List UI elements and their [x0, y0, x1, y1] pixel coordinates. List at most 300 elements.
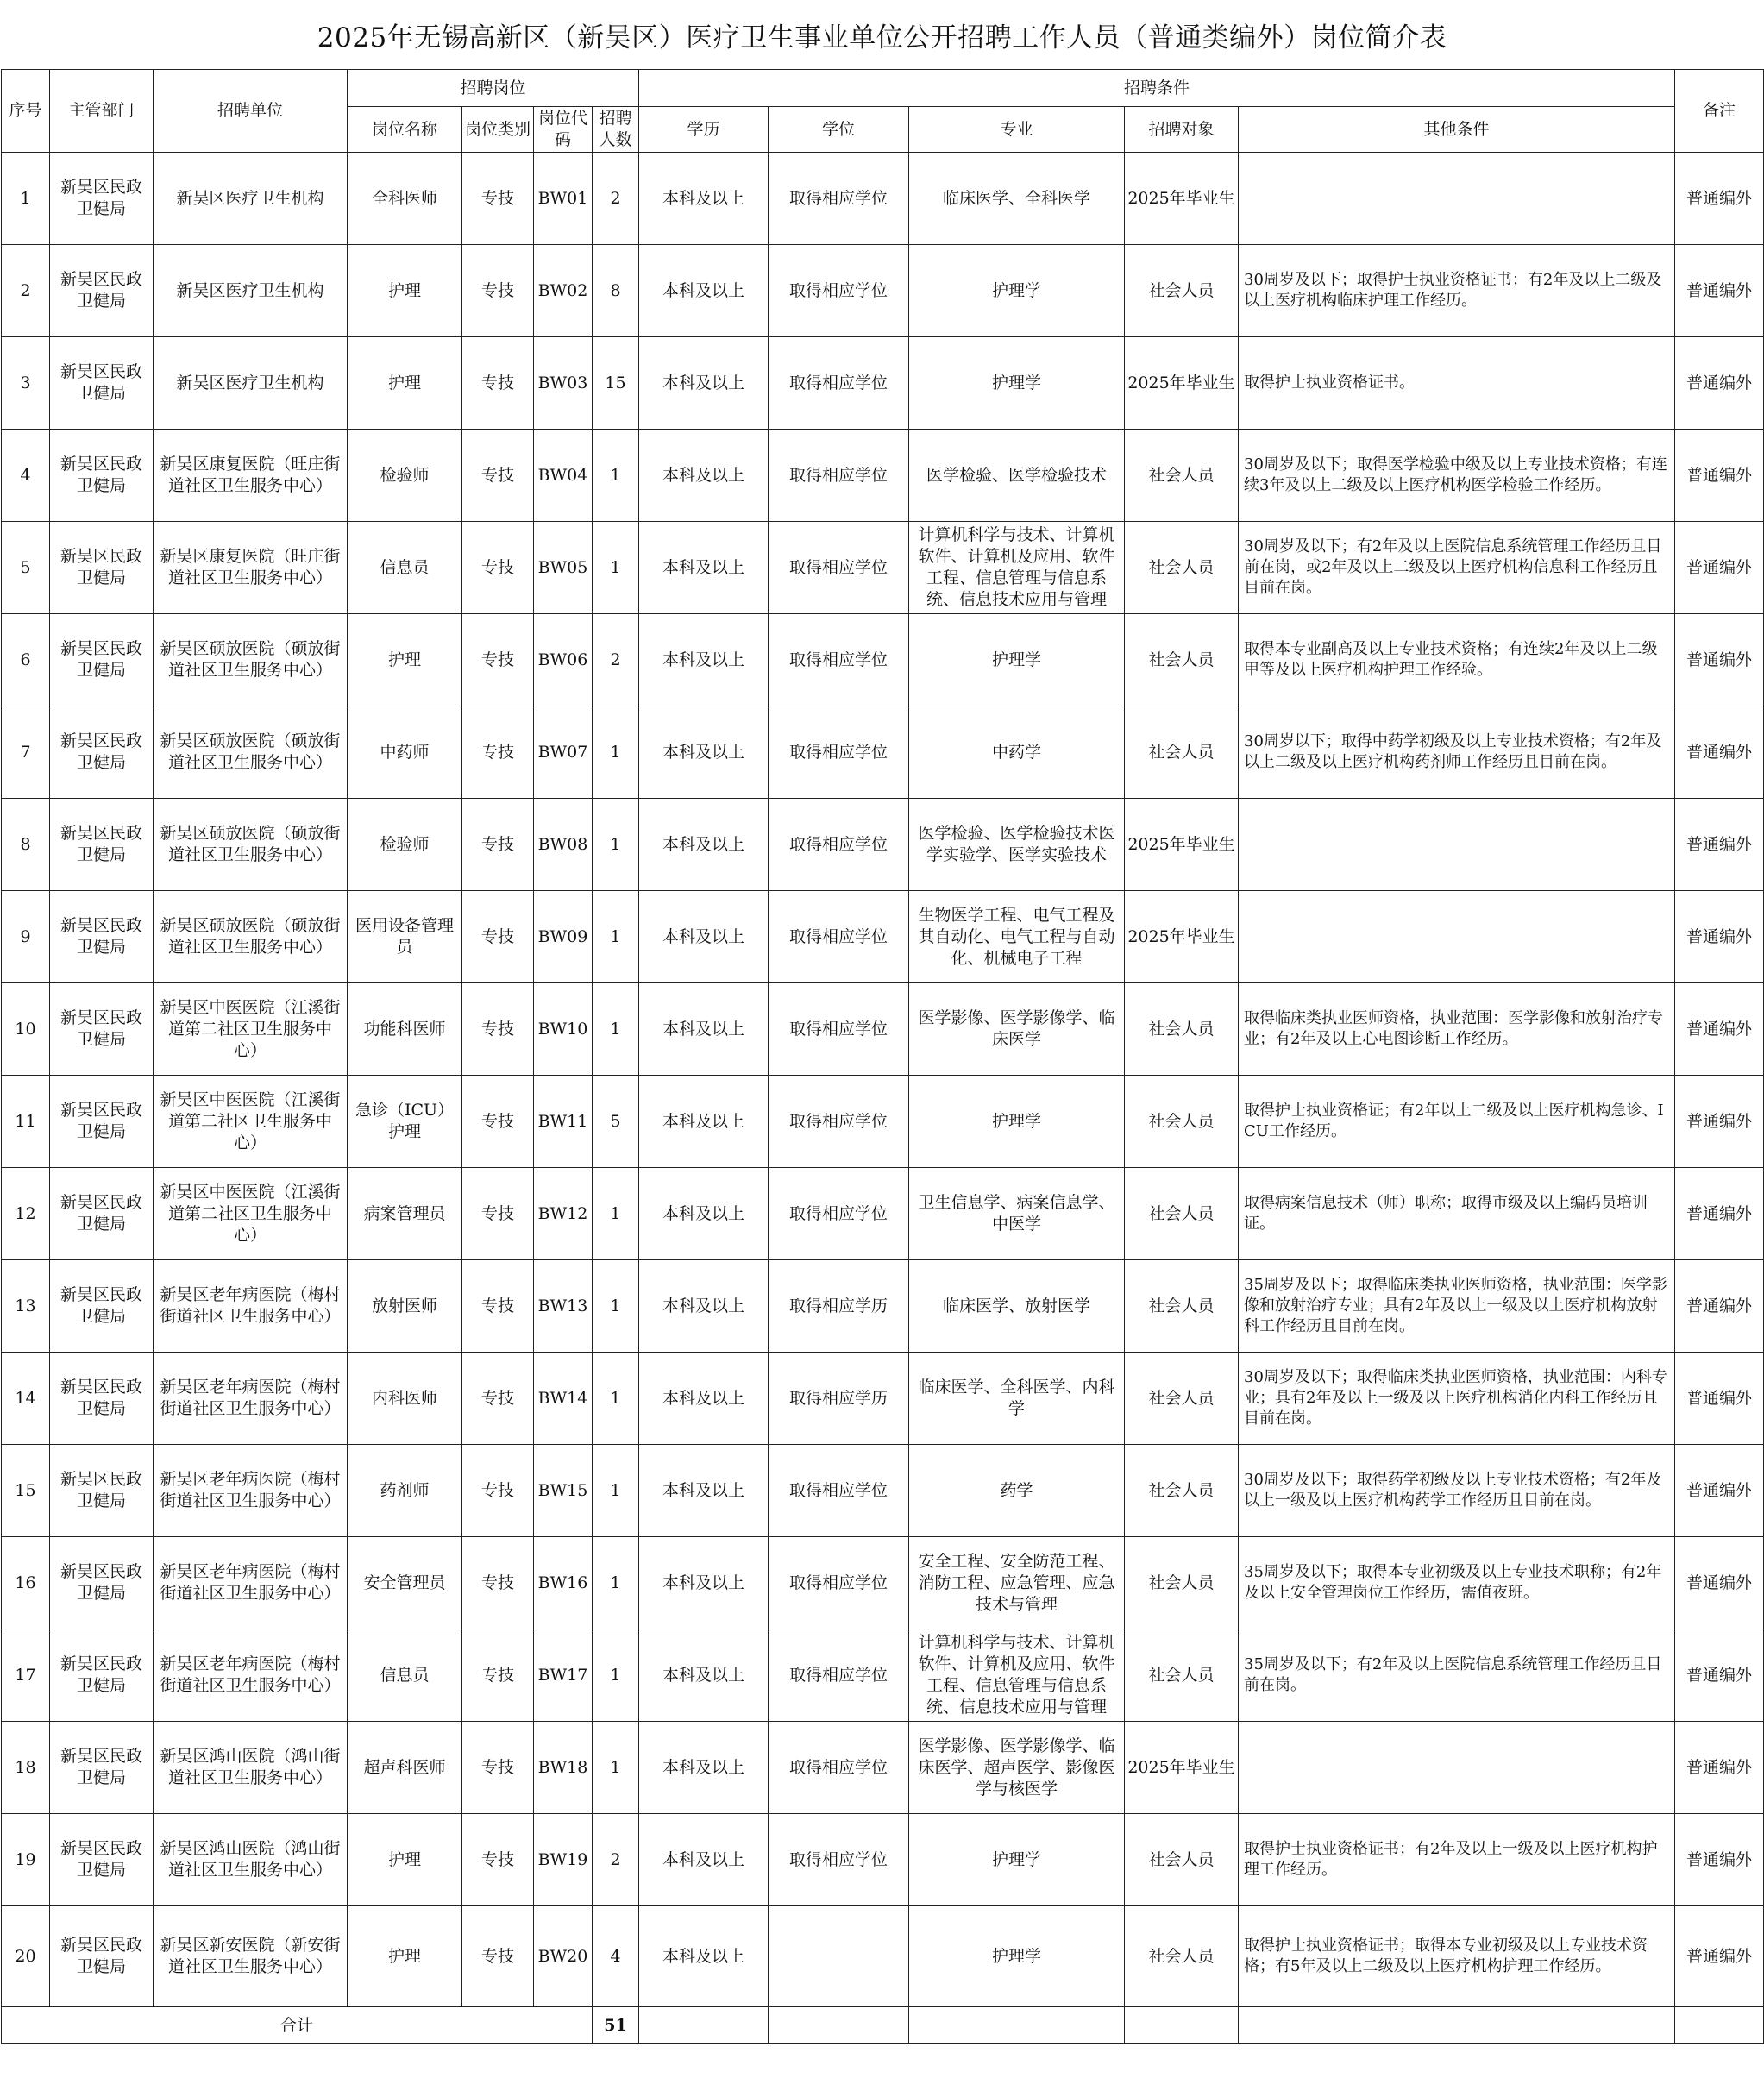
cell-major: 计算机科学与技术、计算机软件、计算机及应用、软件工程、信息管理与信息系统、信息技术应用与管理	[909, 522, 1125, 614]
cell-degree: 取得相应学位	[769, 337, 909, 430]
cell-count: 5	[593, 1076, 639, 1168]
cell-post-name: 内科医师	[348, 1353, 462, 1445]
table-row	[2, 799, 1764, 891]
cell-seq: 15	[2, 1445, 50, 1537]
cell-dept: 新吴区民政卫健局	[50, 983, 154, 1076]
cell-education: 本科及以上	[639, 522, 769, 614]
cell-count: 1	[593, 1445, 639, 1537]
cell-dept: 新吴区民政卫健局	[50, 1168, 154, 1260]
cell-education: 本科及以上	[639, 706, 769, 799]
cell-post-type: 专技	[462, 1537, 534, 1629]
cell-target: 社会人员	[1125, 1814, 1239, 1906]
cell-seq: 12	[2, 1168, 50, 1260]
cell-unit: 新吴区中医医院（江溪街道第二社区卫生服务中心）	[154, 983, 348, 1076]
table-row	[2, 245, 1764, 337]
cell-target: 2025年毕业生	[1125, 799, 1239, 891]
cell-remark: 普通编外	[1675, 1906, 1764, 2007]
cell-other-conditions: 30周岁以下；取得中药学初级及以上专业技术资格；有2年及以上二级及以上医疗机构药剂师工作经历且目前在岗。	[1239, 706, 1675, 799]
cell-major: 药学	[909, 1445, 1125, 1537]
cell-dept: 新吴区民政卫健局	[50, 1076, 154, 1168]
cell-remark: 普通编外	[1675, 1353, 1764, 1445]
cell-remark: 普通编外	[1675, 891, 1764, 983]
header-dept: 主管部门	[50, 70, 154, 153]
cell-count: 1	[593, 1260, 639, 1353]
cell-degree: 取得相应学位	[769, 153, 909, 245]
cell-post-name: 护理	[348, 337, 462, 430]
cell-count: 1	[593, 522, 639, 614]
header-row-1	[2, 70, 1764, 107]
cell-post-type: 专技	[462, 706, 534, 799]
cell-major: 临床医学、全科医学	[909, 153, 1125, 245]
cell-major: 医学影像、医学影像学、临床医学	[909, 983, 1125, 1076]
cell-post-code: BW14	[534, 1353, 593, 1445]
cell-post-type: 专技	[462, 337, 534, 430]
cell-major: 医学影像、医学影像学、临床医学、超声医学、影像医学与核医学	[909, 1722, 1125, 1814]
cell-degree: 取得相应学位	[769, 1445, 909, 1537]
cell-post-type: 专技	[462, 522, 534, 614]
cell-count: 2	[593, 614, 639, 706]
cell-count: 1	[593, 1722, 639, 1814]
table-row	[2, 1076, 1764, 1168]
cell-remark: 普通编外	[1675, 1168, 1764, 1260]
cell-post-code: BW20	[534, 1906, 593, 2007]
cell-post-type: 专技	[462, 1353, 534, 1445]
cell-remark: 普通编外	[1675, 983, 1764, 1076]
header-target: 招聘对象	[1125, 107, 1239, 153]
cell-target: 社会人员	[1125, 983, 1239, 1076]
cell-count: 1	[593, 983, 639, 1076]
cell-seq: 6	[2, 614, 50, 706]
cell-remark: 普通编外	[1675, 245, 1764, 337]
cell-education: 本科及以上	[639, 614, 769, 706]
cell-seq: 11	[2, 1076, 50, 1168]
cell-post-name: 医用设备管理员	[348, 891, 462, 983]
cell-unit: 新吴区老年病医院（梅村街道社区卫生服务中心）	[154, 1260, 348, 1353]
cell-degree: 取得相应学位	[769, 1168, 909, 1260]
cell-unit: 新吴区硕放医院（硕放街道社区卫生服务中心）	[154, 891, 348, 983]
cell-post-name: 中药师	[348, 706, 462, 799]
cell-post-type: 专技	[462, 1076, 534, 1168]
cell-count: 1	[593, 1353, 639, 1445]
cell-degree: 取得相应学历	[769, 1353, 909, 1445]
cell-dept: 新吴区民政卫健局	[50, 1722, 154, 1814]
cell-major: 医学检验、医学检验技术	[909, 430, 1125, 522]
table-row	[2, 1722, 1764, 1814]
cell-dept: 新吴区民政卫健局	[50, 1629, 154, 1722]
cell-other-conditions: 30周岁及以下；取得药学初级及以上专业技术资格；有2年及以上一级及以上医疗机构药学工作经历且目前在岗。	[1239, 1445, 1675, 1537]
cell-unit: 新吴区康复医院（旺庄街道社区卫生服务中心）	[154, 430, 348, 522]
cell-seq: 1	[2, 153, 50, 245]
cell-unit: 新吴区医疗卫生机构	[154, 153, 348, 245]
cell-major: 临床医学、放射医学	[909, 1260, 1125, 1353]
cell-post-type: 专技	[462, 430, 534, 522]
cell-post-type: 专技	[462, 1722, 534, 1814]
cell-major: 卫生信息学、病案信息学、中医学	[909, 1168, 1125, 1260]
cell-dept: 新吴区民政卫健局	[50, 430, 154, 522]
cell-unit: 新吴区老年病医院（梅村街道社区卫生服务中心）	[154, 1629, 348, 1722]
cell-unit: 新吴区医疗卫生机构	[154, 337, 348, 430]
cell-education: 本科及以上	[639, 1445, 769, 1537]
table-row	[2, 337, 1764, 430]
cell-remark: 普通编外	[1675, 614, 1764, 706]
cell-post-code: BW17	[534, 1629, 593, 1722]
cell-post-name: 护理	[348, 614, 462, 706]
cell-post-name: 功能科医师	[348, 983, 462, 1076]
table-row	[2, 153, 1764, 245]
cell-education: 本科及以上	[639, 1814, 769, 1906]
cell-seq: 10	[2, 983, 50, 1076]
header-remark: 备注	[1675, 70, 1764, 153]
cell-seq: 7	[2, 706, 50, 799]
cell-post-type: 专技	[462, 153, 534, 245]
cell-count: 4	[593, 1906, 639, 2007]
cell-target: 社会人员	[1125, 430, 1239, 522]
cell-education: 本科及以上	[639, 1076, 769, 1168]
cell-other-conditions: 取得护士执业资格证；有2年以上二级及以上医疗机构急诊、ICU工作经历。	[1239, 1076, 1675, 1168]
cell-count: 1	[593, 1537, 639, 1629]
table-row	[2, 1537, 1764, 1629]
cell-seq: 8	[2, 799, 50, 891]
cell-post-type: 专技	[462, 1906, 534, 2007]
cell-other-conditions: 取得护士执业资格证书；取得本专业初级及以上专业技术资格；有5年及以上二级及以上医疗机构护理工作经历。	[1239, 1906, 1675, 2007]
cell-dept: 新吴区民政卫健局	[50, 1445, 154, 1537]
header-major: 专业	[909, 107, 1125, 153]
cell-dept: 新吴区民政卫健局	[50, 245, 154, 337]
cell-post-type: 专技	[462, 891, 534, 983]
cell-post-type: 专技	[462, 983, 534, 1076]
cell-major: 临床医学、全科医学、内科学	[909, 1353, 1125, 1445]
cell-remark: 普通编外	[1675, 1076, 1764, 1168]
cell-unit: 新吴区医疗卫生机构	[154, 245, 348, 337]
total-count: 51	[593, 2007, 639, 2044]
cell-count: 1	[593, 706, 639, 799]
cell-dept: 新吴区民政卫健局	[50, 1537, 154, 1629]
cell-post-type: 专技	[462, 1629, 534, 1722]
cell-target: 社会人员	[1125, 1260, 1239, 1353]
cell-seq: 20	[2, 1906, 50, 2007]
cell-seq: 18	[2, 1722, 50, 1814]
cell-post-type: 专技	[462, 1814, 534, 1906]
table-row	[2, 1906, 1764, 2007]
cell-remark: 普通编外	[1675, 1260, 1764, 1353]
header-education: 学历	[639, 107, 769, 153]
cell-degree: 取得相应学位	[769, 430, 909, 522]
cell-target: 社会人员	[1125, 1629, 1239, 1722]
cell-education: 本科及以上	[639, 983, 769, 1076]
cell-unit: 新吴区新安医院（新安街道社区卫生服务中心）	[154, 1906, 348, 2007]
cell-target: 2025年毕业生	[1125, 1722, 1239, 1814]
cell-target: 社会人员	[1125, 1445, 1239, 1537]
cell-degree: 取得相应学位	[769, 1537, 909, 1629]
cell-seq: 3	[2, 337, 50, 430]
cell-dept: 新吴区民政卫健局	[50, 891, 154, 983]
cell-target: 社会人员	[1125, 614, 1239, 706]
header-condition-group: 招聘条件	[639, 70, 1675, 107]
cell-post-name: 护理	[348, 245, 462, 337]
cell-remark: 普通编外	[1675, 522, 1764, 614]
cell-post-type: 专技	[462, 1168, 534, 1260]
cell-target: 社会人员	[1125, 1353, 1239, 1445]
cell-seq: 4	[2, 430, 50, 522]
empty-cell	[909, 2007, 1125, 2044]
cell-post-name: 检验师	[348, 430, 462, 522]
cell-degree: 取得相应学位	[769, 891, 909, 983]
cell-other-conditions	[1239, 1722, 1675, 1814]
cell-dept: 新吴区民政卫健局	[50, 1353, 154, 1445]
cell-unit: 新吴区康复医院（旺庄街道社区卫生服务中心）	[154, 522, 348, 614]
cell-education: 本科及以上	[639, 1537, 769, 1629]
header-degree: 学位	[769, 107, 909, 153]
header-post-type: 岗位类别	[462, 107, 534, 153]
header-other: 其他条件	[1239, 107, 1675, 153]
cell-post-name: 全科医师	[348, 153, 462, 245]
recruitment-table	[1, 69, 1764, 2044]
cell-major: 安全工程、安全防范工程、消防工程、应急管理、应急技术与管理	[909, 1537, 1125, 1629]
cell-post-type: 专技	[462, 1445, 534, 1537]
cell-major: 护理学	[909, 1906, 1125, 2007]
empty-cell	[1239, 2007, 1675, 2044]
cell-other-conditions	[1239, 891, 1675, 983]
cell-other-conditions: 30周岁及以下；取得护士执业资格证书；有2年及以上二级及以上医疗机构临床护理工作经历。	[1239, 245, 1675, 337]
cell-target: 2025年毕业生	[1125, 891, 1239, 983]
cell-other-conditions: 取得护士执业资格证书。	[1239, 337, 1675, 430]
cell-post-name: 超声科医师	[348, 1722, 462, 1814]
cell-major: 计算机科学与技术、计算机软件、计算机及应用、软件工程、信息管理与信息系统、信息技术应用与管理	[909, 1629, 1125, 1722]
cell-other-conditions: 30周岁及以下；有2年及以上医院信息系统管理工作经历且目前在岗，或2年及以上二级及以上医疗机构信息科工作经历且目前在岗。	[1239, 522, 1675, 614]
header-seq: 序号	[2, 70, 50, 153]
cell-degree: 取得相应学位	[769, 1629, 909, 1722]
cell-degree: 取得相应学位	[769, 1814, 909, 1906]
cell-dept: 新吴区民政卫健局	[50, 706, 154, 799]
cell-remark: 普通编外	[1675, 153, 1764, 245]
header-count: 招聘人数	[593, 107, 639, 153]
cell-remark: 普通编外	[1675, 337, 1764, 430]
cell-degree: 取得相应学历	[769, 1260, 909, 1353]
cell-education: 本科及以上	[639, 430, 769, 522]
cell-major: 护理学	[909, 614, 1125, 706]
cell-post-type: 专技	[462, 614, 534, 706]
cell-major: 生物医学工程、电气工程及其自动化、电气工程与自动化、机械电子工程	[909, 891, 1125, 983]
cell-post-type: 专技	[462, 245, 534, 337]
cell-other-conditions: 30周岁及以下；取得医学检验中级及以上专业技术资格；有连续3年及以上二级及以上医疗机构医学检验工作经历。	[1239, 430, 1675, 522]
table-row	[2, 430, 1764, 522]
cell-post-name: 病案管理员	[348, 1168, 462, 1260]
cell-post-type: 专技	[462, 799, 534, 891]
cell-unit: 新吴区鸿山医院（鸿山街道社区卫生服务中心）	[154, 1722, 348, 1814]
cell-degree: 取得相应学位	[769, 522, 909, 614]
cell-seq: 5	[2, 522, 50, 614]
cell-post-name: 护理	[348, 1814, 462, 1906]
cell-dept: 新吴区民政卫健局	[50, 1814, 154, 1906]
cell-other-conditions	[1239, 153, 1675, 245]
cell-target: 2025年毕业生	[1125, 153, 1239, 245]
cell-major: 护理学	[909, 337, 1125, 430]
cell-education: 本科及以上	[639, 799, 769, 891]
cell-unit: 新吴区硕放医院（硕放街道社区卫生服务中心）	[154, 799, 348, 891]
cell-post-name: 药剂师	[348, 1445, 462, 1537]
cell-education: 本科及以上	[639, 1722, 769, 1814]
cell-education: 本科及以上	[639, 337, 769, 430]
total-row	[2, 2007, 1764, 2044]
cell-post-code: BW16	[534, 1537, 593, 1629]
cell-target: 社会人员	[1125, 1168, 1239, 1260]
cell-post-code: BW18	[534, 1722, 593, 1814]
cell-post-name: 放射医师	[348, 1260, 462, 1353]
cell-target: 2025年毕业生	[1125, 337, 1239, 430]
cell-unit: 新吴区老年病医院（梅村街道社区卫生服务中心）	[154, 1445, 348, 1537]
cell-post-code: BW08	[534, 799, 593, 891]
empty-cell	[1125, 2007, 1239, 2044]
cell-remark: 普通编外	[1675, 1537, 1764, 1629]
page-title: 2025年无锡高新区（新吴区）医疗卫生事业单位公开招聘工作人员（普通类编外）岗位简介表	[317, 22, 1447, 53]
header-post-code: 岗位代码	[534, 107, 593, 153]
cell-count: 8	[593, 245, 639, 337]
header-unit: 招聘单位	[154, 70, 348, 153]
cell-remark: 普通编外	[1675, 706, 1764, 799]
cell-post-code: BW15	[534, 1445, 593, 1537]
table-row	[2, 1260, 1764, 1353]
table-row	[2, 1168, 1764, 1260]
table-row	[2, 1445, 1764, 1537]
cell-post-name: 检验师	[348, 799, 462, 891]
cell-education: 本科及以上	[639, 1260, 769, 1353]
total-label: 合计	[2, 2007, 593, 2044]
cell-other-conditions: 35周岁及以下；有2年及以上医院信息系统管理工作经历且目前在岗。	[1239, 1629, 1675, 1722]
cell-degree: 取得相应学位	[769, 983, 909, 1076]
cell-post-code: BW10	[534, 983, 593, 1076]
cell-seq: 16	[2, 1537, 50, 1629]
table-row	[2, 891, 1764, 983]
cell-dept: 新吴区民政卫健局	[50, 337, 154, 430]
cell-count: 1	[593, 891, 639, 983]
cell-other-conditions: 30周岁及以下；取得临床类执业医师资格，执业范围：内科专业；具有2年及以上一级及以上医疗机构消化内科工作经历且目前在岗。	[1239, 1353, 1675, 1445]
table-row	[2, 614, 1764, 706]
cell-other-conditions: 取得临床类执业医师资格，执业范围：医学影像和放射治疗专业；有2年及以上心电图诊断工作经历。	[1239, 983, 1675, 1076]
cell-degree: 取得相应学位	[769, 245, 909, 337]
empty-cell	[1675, 2007, 1764, 2044]
cell-remark: 普通编外	[1675, 430, 1764, 522]
cell-education: 本科及以上	[639, 1353, 769, 1445]
table-row	[2, 706, 1764, 799]
cell-post-code: BW07	[534, 706, 593, 799]
cell-count: 2	[593, 153, 639, 245]
cell-major: 医学检验、医学检验技术医学实验学、医学实验技术	[909, 799, 1125, 891]
table-row	[2, 522, 1764, 614]
cell-post-code: BW19	[534, 1814, 593, 1906]
cell-post-code: BW04	[534, 430, 593, 522]
cell-count: 1	[593, 1168, 639, 1260]
table-row	[2, 1629, 1764, 1722]
cell-dept: 新吴区民政卫健局	[50, 799, 154, 891]
cell-target: 社会人员	[1125, 706, 1239, 799]
header-post-name: 岗位名称	[348, 107, 462, 153]
cell-seq: 14	[2, 1353, 50, 1445]
cell-education: 本科及以上	[639, 153, 769, 245]
cell-education: 本科及以上	[639, 1168, 769, 1260]
cell-seq: 9	[2, 891, 50, 983]
table-row	[2, 1353, 1764, 1445]
cell-post-name: 信息员	[348, 1629, 462, 1722]
cell-seq: 2	[2, 245, 50, 337]
cell-unit: 新吴区中医医院（江溪街道第二社区卫生服务中心）	[154, 1076, 348, 1168]
cell-post-code: BW02	[534, 245, 593, 337]
cell-dept: 新吴区民政卫健局	[50, 153, 154, 245]
cell-target: 社会人员	[1125, 522, 1239, 614]
cell-post-name: 信息员	[348, 522, 462, 614]
cell-post-code: BW03	[534, 337, 593, 430]
cell-post-name: 护理	[348, 1906, 462, 2007]
cell-degree: 取得相应学位	[769, 799, 909, 891]
cell-dept: 新吴区民政卫健局	[50, 1906, 154, 2007]
cell-unit: 新吴区硕放医院（硕放街道社区卫生服务中心）	[154, 706, 348, 799]
cell-post-code: BW09	[534, 891, 593, 983]
table-body	[2, 153, 1764, 2044]
cell-other-conditions: 35周岁及以下；取得本专业初级及以上专业技术职称；有2年及以上安全管理岗位工作经历，需值夜班。	[1239, 1537, 1675, 1629]
cell-other-conditions	[1239, 799, 1675, 891]
cell-target: 社会人员	[1125, 1537, 1239, 1629]
cell-other-conditions: 取得病案信息技术（师）职称；取得市级及以上编码员培训证。	[1239, 1168, 1675, 1260]
cell-other-conditions: 取得本专业副高及以上专业技术资格；有连续2年及以上二级甲等及以上医疗机构护理工作经验。	[1239, 614, 1675, 706]
cell-unit: 新吴区硕放医院（硕放街道社区卫生服务中心）	[154, 614, 348, 706]
cell-major: 护理学	[909, 245, 1125, 337]
cell-post-name: 安全管理员	[348, 1537, 462, 1629]
cell-count: 15	[593, 337, 639, 430]
cell-unit: 新吴区老年病医院（梅村街道社区卫生服务中心）	[154, 1353, 348, 1445]
header-post-group: 招聘岗位	[348, 70, 639, 107]
cell-unit: 新吴区中医医院（江溪街道第二社区卫生服务中心）	[154, 1168, 348, 1260]
cell-unit: 新吴区鸿山医院（鸿山街道社区卫生服务中心）	[154, 1814, 348, 1906]
cell-remark: 普通编外	[1675, 1629, 1764, 1722]
cell-seq: 17	[2, 1629, 50, 1722]
cell-education: 本科及以上	[639, 1629, 769, 1722]
cell-other-conditions: 取得护士执业资格证书；有2年及以上一级及以上医疗机构护理工作经历。	[1239, 1814, 1675, 1906]
cell-education: 本科及以上	[639, 245, 769, 337]
cell-major: 中药学	[909, 706, 1125, 799]
cell-degree: 取得相应学位	[769, 614, 909, 706]
cell-unit: 新吴区老年病医院（梅村街道社区卫生服务中心）	[154, 1537, 348, 1629]
cell-dept: 新吴区民政卫健局	[50, 614, 154, 706]
cell-degree: 取得相应学位	[769, 1076, 909, 1168]
cell-major: 护理学	[909, 1076, 1125, 1168]
cell-remark: 普通编外	[1675, 1722, 1764, 1814]
cell-degree: 取得相应学位	[769, 1722, 909, 1814]
cell-remark: 普通编外	[1675, 1445, 1764, 1537]
cell-post-type: 专技	[462, 1260, 534, 1353]
empty-cell	[769, 2007, 909, 2044]
cell-post-code: BW05	[534, 522, 593, 614]
cell-count: 2	[593, 1814, 639, 1906]
cell-dept: 新吴区民政卫健局	[50, 522, 154, 614]
cell-degree	[769, 1906, 909, 2007]
cell-count: 1	[593, 799, 639, 891]
cell-remark: 普通编外	[1675, 1814, 1764, 1906]
cell-major: 护理学	[909, 1814, 1125, 1906]
empty-cell	[639, 2007, 769, 2044]
cell-seq: 13	[2, 1260, 50, 1353]
cell-seq: 19	[2, 1814, 50, 1906]
table-row	[2, 1814, 1764, 1906]
cell-post-code: BW11	[534, 1076, 593, 1168]
cell-target: 社会人员	[1125, 1076, 1239, 1168]
cell-other-conditions: 35周岁及以下；取得临床类执业医师资格，执业范围：医学影像和放射治疗专业；具有2年及以上一级及以上医疗机构放射科工作经历且目前在岗。	[1239, 1260, 1675, 1353]
cell-degree: 取得相应学位	[769, 706, 909, 799]
cell-post-code: BW12	[534, 1168, 593, 1260]
cell-count: 1	[593, 430, 639, 522]
cell-target: 社会人员	[1125, 1906, 1239, 2007]
cell-education: 本科及以上	[639, 891, 769, 983]
cell-post-code: BW13	[534, 1260, 593, 1353]
cell-count: 1	[593, 1629, 639, 1722]
